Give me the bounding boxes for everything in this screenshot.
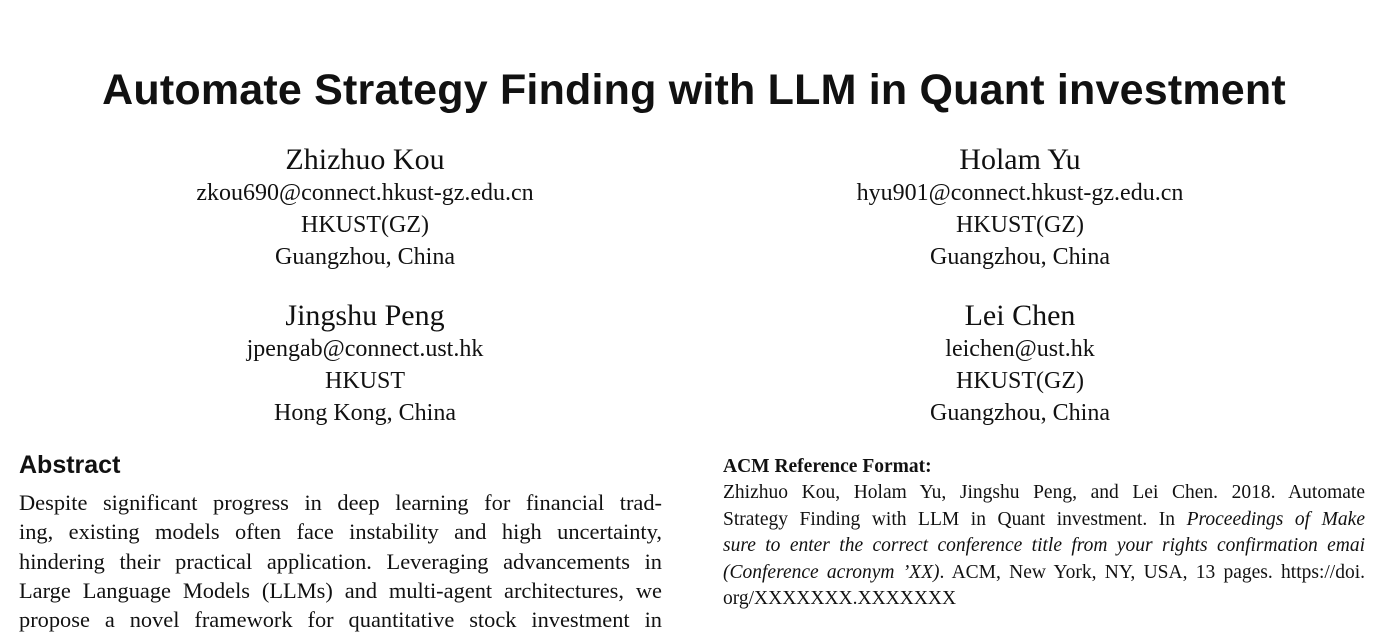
abstract-line: propose a novel framework for quantitative stock investment in — [19, 607, 662, 633]
author-email: jpengab@connect.ust.hk — [246, 336, 484, 362]
author-name: Lei Chen — [964, 299, 1076, 332]
author-affiliation: HKUST — [324, 368, 405, 394]
author-name: Jingshu Peng — [285, 299, 445, 332]
abstract-line: Despite significant progress in deep learning for financial trad- — [19, 490, 662, 515]
acm-reference-body — [723, 480, 1365, 613]
acm-reference-text: . ACM, New York, NY, USA, 13 pages. https://doi. — [939, 561, 1365, 583]
author-block-2 — [760, 143, 1280, 273]
acm-doi-link[interactable]: org/XXXXXXX.XXXXXXX — [723, 588, 957, 610]
author-email: zkou690@connect.hkust-gz.edu.cn — [196, 180, 534, 206]
author-location: Hong Kong, China — [274, 400, 456, 426]
author-affiliation: HKUST(GZ) — [301, 212, 429, 238]
acm-conference-acronym: (Conference acronym ’XX) — [723, 561, 940, 583]
acm-reference-text: Zhizhuo Kou, Holam Yu, Jingshu Peng, and Lei Chen. 2018. Automate — [723, 482, 1365, 503]
abstract-line: hindering their practical application. Leveraging advancements in — [19, 548, 662, 574]
acm-reference-heading: ACM Reference Format: — [723, 456, 932, 477]
acm-reference-line — [723, 507, 1365, 534]
author-affiliation: HKUST(GZ) — [956, 368, 1084, 394]
acm-reference-line — [723, 560, 1365, 587]
acm-reference-line — [723, 480, 1365, 507]
author-block-1 — [105, 143, 625, 273]
author-location: Guangzhou, China — [930, 244, 1110, 270]
acm-reference-text: Strategy Finding with LLM in Quant investment. In — [723, 508, 1187, 530]
author-email: hyu901@connect.hkust-gz.edu.cn — [856, 180, 1184, 206]
author-block-4 — [760, 299, 1280, 429]
acm-proceedings-title: sure to enter the correct conference title from your rights confirmation emai — [723, 535, 1365, 557]
acm-reference-line — [723, 586, 1365, 613]
abstract-heading: Abstract — [19, 451, 121, 479]
abstract-body — [19, 488, 662, 634]
author-name: Zhizhuo Kou — [285, 143, 445, 176]
paper-title: Automate Strategy Finding with LLM in Quant investment — [102, 66, 1286, 114]
author-location: Guangzhou, China — [275, 244, 455, 270]
author-name: Holam Yu — [959, 143, 1081, 176]
abstract-line: Large Language Models (LLMs) and multi-agent architectures, we — [19, 577, 662, 603]
abstract-line: ing, existing models often face instability and high uncertainty, — [19, 519, 662, 545]
author-location: Guangzhou, China — [930, 400, 1110, 426]
acm-reference-line — [723, 533, 1365, 560]
author-email: leichen@ust.hk — [945, 336, 1095, 362]
acm-proceedings-title: Proceedings of Make — [1186, 508, 1365, 530]
author-affiliation: HKUST(GZ) — [956, 212, 1084, 238]
author-block-3 — [105, 299, 625, 429]
